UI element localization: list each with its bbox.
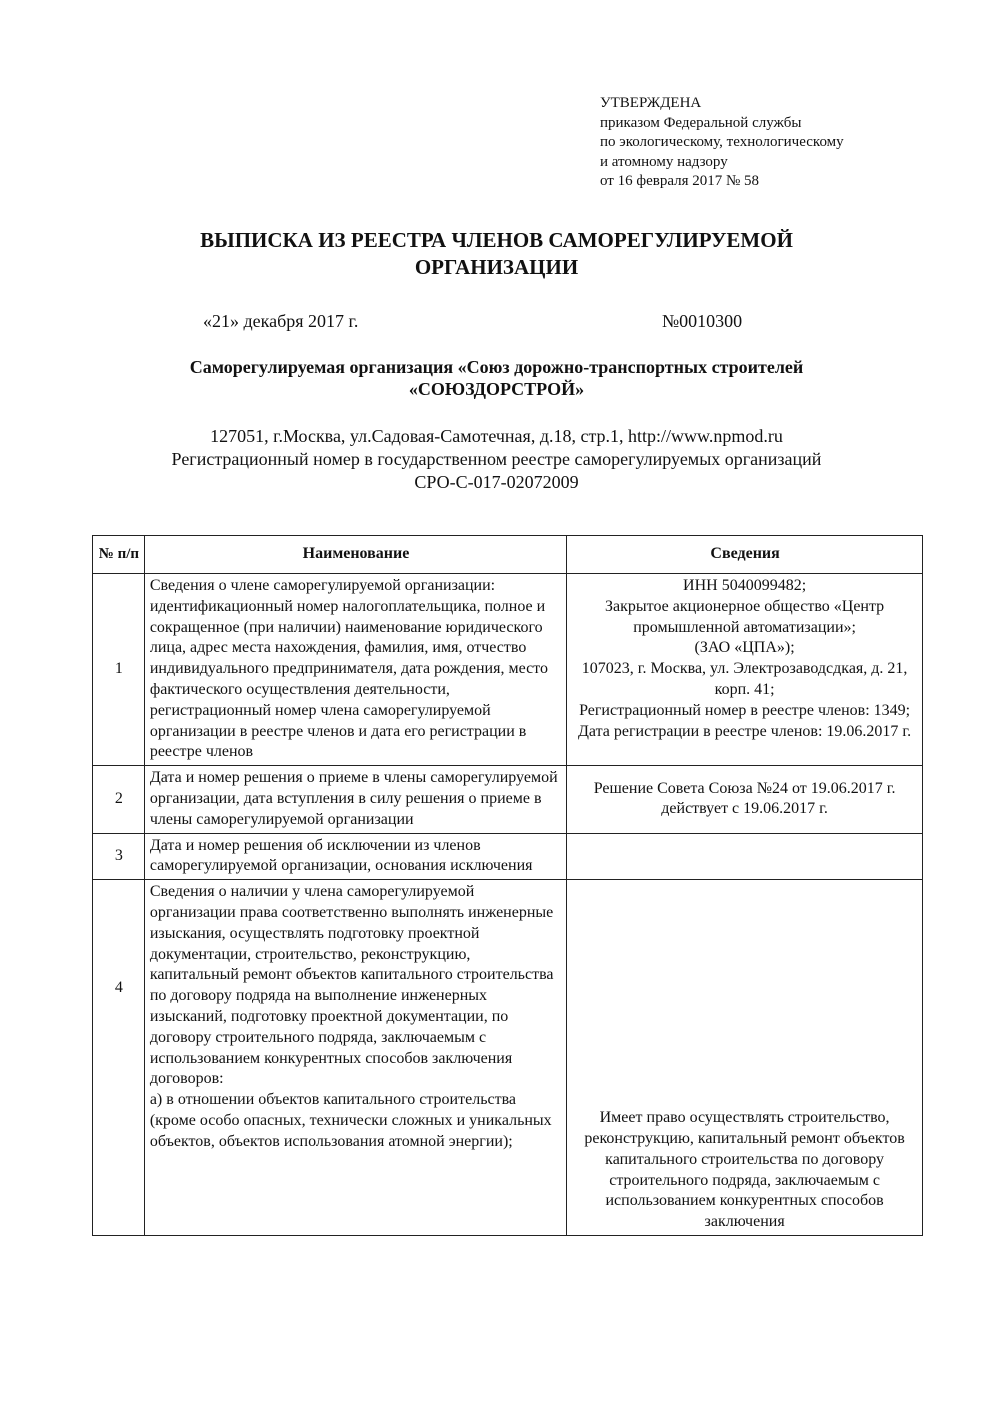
- info-line: Закрытое акционерное общество «Центр промышленной автоматизации»;: [605, 597, 885, 636]
- address-line: 127051, г.Москва, ул.Садовая-Самотечная, д.18, стр.1, http://www.npmod.ru: [210, 426, 783, 446]
- document-number: №0010300: [662, 311, 743, 331]
- approval-stamp: [600, 94, 844, 192]
- document-title: [100, 227, 893, 281]
- row-info: Решение Совета Союза №24 от 19.06.2017 г. действует с 19.06.2017 г.: [567, 766, 923, 833]
- row-name: Дата и номер решения об исключении из членов саморегулируемой организации, основания исключения: [144, 833, 566, 880]
- registration-line: Регистрационный номер в государственном реестре саморегулируемых организаций: [171, 449, 822, 469]
- row-name-text: Сведения о наличии у члена саморегулируемой организации права соответственно выполнять инженерные изыскания, осуществлять подготовку проектной документации, строительство, реконструкцию, капитальный ремонт объектов капитального строительства по договору подряда на выполнение инженерных изысканий, подготовку проектной документации, по договору строительного подряда, заключаемым с использованием конкурентных способов заключения договоров:: [149, 883, 554, 1088]
- row-info-text: Имеет право осуществлять строительство, реконструкцию, капитальный ремонт объектов капитального строительства по договору строительного подряда, заключаемым с использованием конкурентных способов заключения: [584, 1109, 905, 1231]
- row-subitem: а) в отношении объектов капитального строительства (кроме особо опасных, технически сложных и уникальных объектов, объектов использования атомной энергии);: [149, 1091, 552, 1150]
- header-name: Наименование: [144, 536, 566, 574]
- organization-line-2: «СОЮЗДОРСТРОЙ»: [408, 379, 585, 399]
- row-name: Дата и номер решения о приеме в члены саморегулируемой организации, дата вступления в силу решения о приеме в члены саморегулируемой организации: [144, 766, 566, 833]
- row-number: 2: [93, 766, 145, 833]
- info-line: Дата регистрации в реестре членов: 19.06.2017 г.: [577, 722, 912, 740]
- row-name: Сведения о члене саморегулируемой организации: идентификационный номер налогоплательщика, полное и сокращенное (при наличии) наименование юридического лица, адрес места нахождения, фамилия, имя, отчество индивидуального предпринимателя, дата рождения, место фактического осуществления деятельности, регистрационный номер члена саморегулируемой организации в реестре членов и дата его регистрации в реестре членов: [144, 574, 566, 766]
- table-row: [93, 574, 923, 766]
- info-line: ИНН 5040099482;: [683, 577, 807, 594]
- row-name: [144, 880, 566, 1236]
- info-line: Регистрационный номер в реестре членов: 1349;: [579, 701, 911, 719]
- approval-line: приказом Федеральной службы: [600, 114, 802, 131]
- row-number: 3: [93, 833, 145, 880]
- title-line-1: ВЫПИСКА ИЗ РЕЕСТРА ЧЛЕНОВ САМОРЕГУЛИРУЕМОЙ: [200, 228, 793, 252]
- organization-address: [90, 425, 903, 494]
- approval-line: от 16 февраля 2017 № 58: [600, 173, 760, 189]
- info-line: 107023, г. Москва, ул. Электрозаводсдкая, д. 21, корп. 41;: [581, 660, 908, 698]
- row-info: [567, 833, 923, 880]
- document-date: «21» декабря 2017 г.: [203, 311, 359, 331]
- header-info: Сведения: [567, 536, 923, 574]
- organization-line-1: Саморегулируемая организация «Союз дорожно-транспортных строителей: [189, 357, 804, 377]
- table-row: [93, 880, 923, 1236]
- registration-number: СРО-С-017-02072009: [414, 472, 579, 492]
- table-row: [93, 833, 923, 880]
- row-number: 1: [93, 574, 145, 766]
- registry-table: [92, 535, 923, 1236]
- organization-name: [90, 356, 903, 400]
- info-line: (ЗАО «ЦПА»);: [694, 639, 795, 657]
- row-info: [567, 574, 923, 766]
- approval-line: по экологическому, технологическому: [600, 134, 844, 150]
- approval-line: и атомному надзору: [600, 153, 728, 170]
- row-info: [567, 880, 923, 1236]
- row-number: [93, 880, 145, 1236]
- title-line-2: ОРГАНИЗАЦИИ: [414, 255, 579, 279]
- header-num: № п/п: [93, 536, 145, 574]
- table-header-row: [93, 536, 923, 574]
- table-row: [93, 766, 923, 833]
- approval-line: УТВЕРЖДЕНА: [600, 95, 702, 111]
- row-number-text: 4: [114, 979, 123, 997]
